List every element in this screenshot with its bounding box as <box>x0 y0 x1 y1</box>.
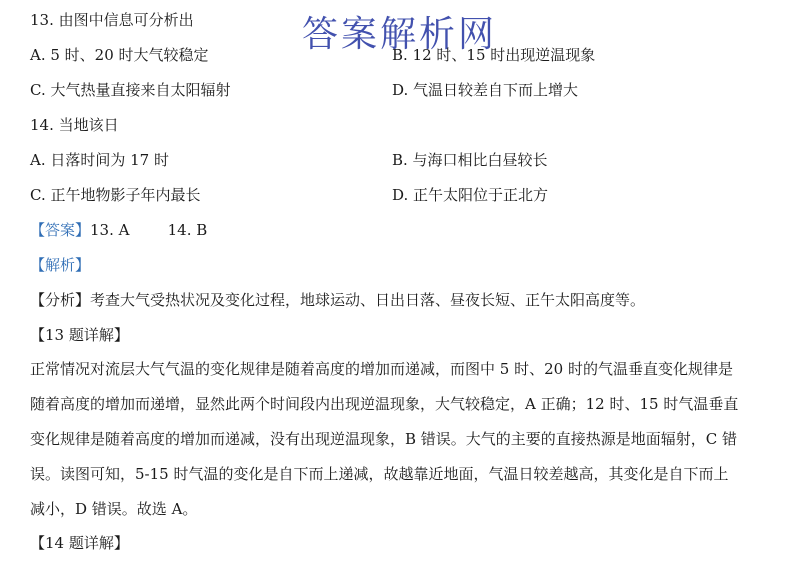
q14-option-d: D. 正午太阳位于正北方 <box>392 186 549 204</box>
q14-option-b: B. 与海口相比白昼较长 <box>392 151 548 169</box>
q14-option-a: A. 日落时间为 17 时 <box>30 151 169 169</box>
q13-option-d: D. 气温日较差自下而上增大 <box>392 81 579 99</box>
detail13-line: 变化规律是随着高度的增加而递减，没有出现逆温现象，B 错误。大气的主要的直接热源是地面辐射，C 错 <box>30 430 738 448</box>
answer-label: 【答案】 <box>30 221 91 239</box>
q13-option-a: A. 5 时、20 时大气较稳定 <box>30 46 209 64</box>
q13-option-c: C. 大气热量直接来自太阳辐射 <box>30 81 231 99</box>
detail13-line: 正常情况对流层大气气温的变化规律是随着高度的增加而递减，而图中 5 时、20 时的气温垂直变化规律是 <box>30 360 733 378</box>
analysis-summary: 【分析】考查大气受热状况及变化过程，地球运动、日出日落、昼夜长短、正午太阳高度等。 <box>30 291 646 309</box>
q13-stem: 13. 由图中信息可分析出 <box>30 11 194 29</box>
detail13-line: 随着高度的增加而递增，显然此两个时间段内出现逆温现象，大气较稳定，A 正确；12 时、15 时气温垂直 <box>30 395 739 413</box>
q14-stem: 14. 当地该日 <box>30 116 119 134</box>
detail13-line: 误。读图可知，5-15 时气温的变化是自下而上递减，故越靠近地面，气温日较差越高，其变化是自下而上 <box>30 465 729 483</box>
watermark-logo: 答案解析网 <box>302 14 498 55</box>
detail13-paragraph <box>30 352 760 527</box>
detail13-line: 减小，D 错误。故选 A。 <box>30 500 198 518</box>
q13-option-b: B. 12 时、15 时出现逆温现象 <box>392 46 596 64</box>
analysis-label: 【解析】 <box>30 256 91 274</box>
answer-row <box>30 220 207 240</box>
answer-text: 13. A 14. B <box>90 221 208 239</box>
detail13-label: 【13 题详解】 <box>30 326 129 344</box>
q14-option-c: C. 正午地物影子年内最长 <box>30 186 201 204</box>
detail14-label: 【14 题详解】 <box>30 534 129 552</box>
